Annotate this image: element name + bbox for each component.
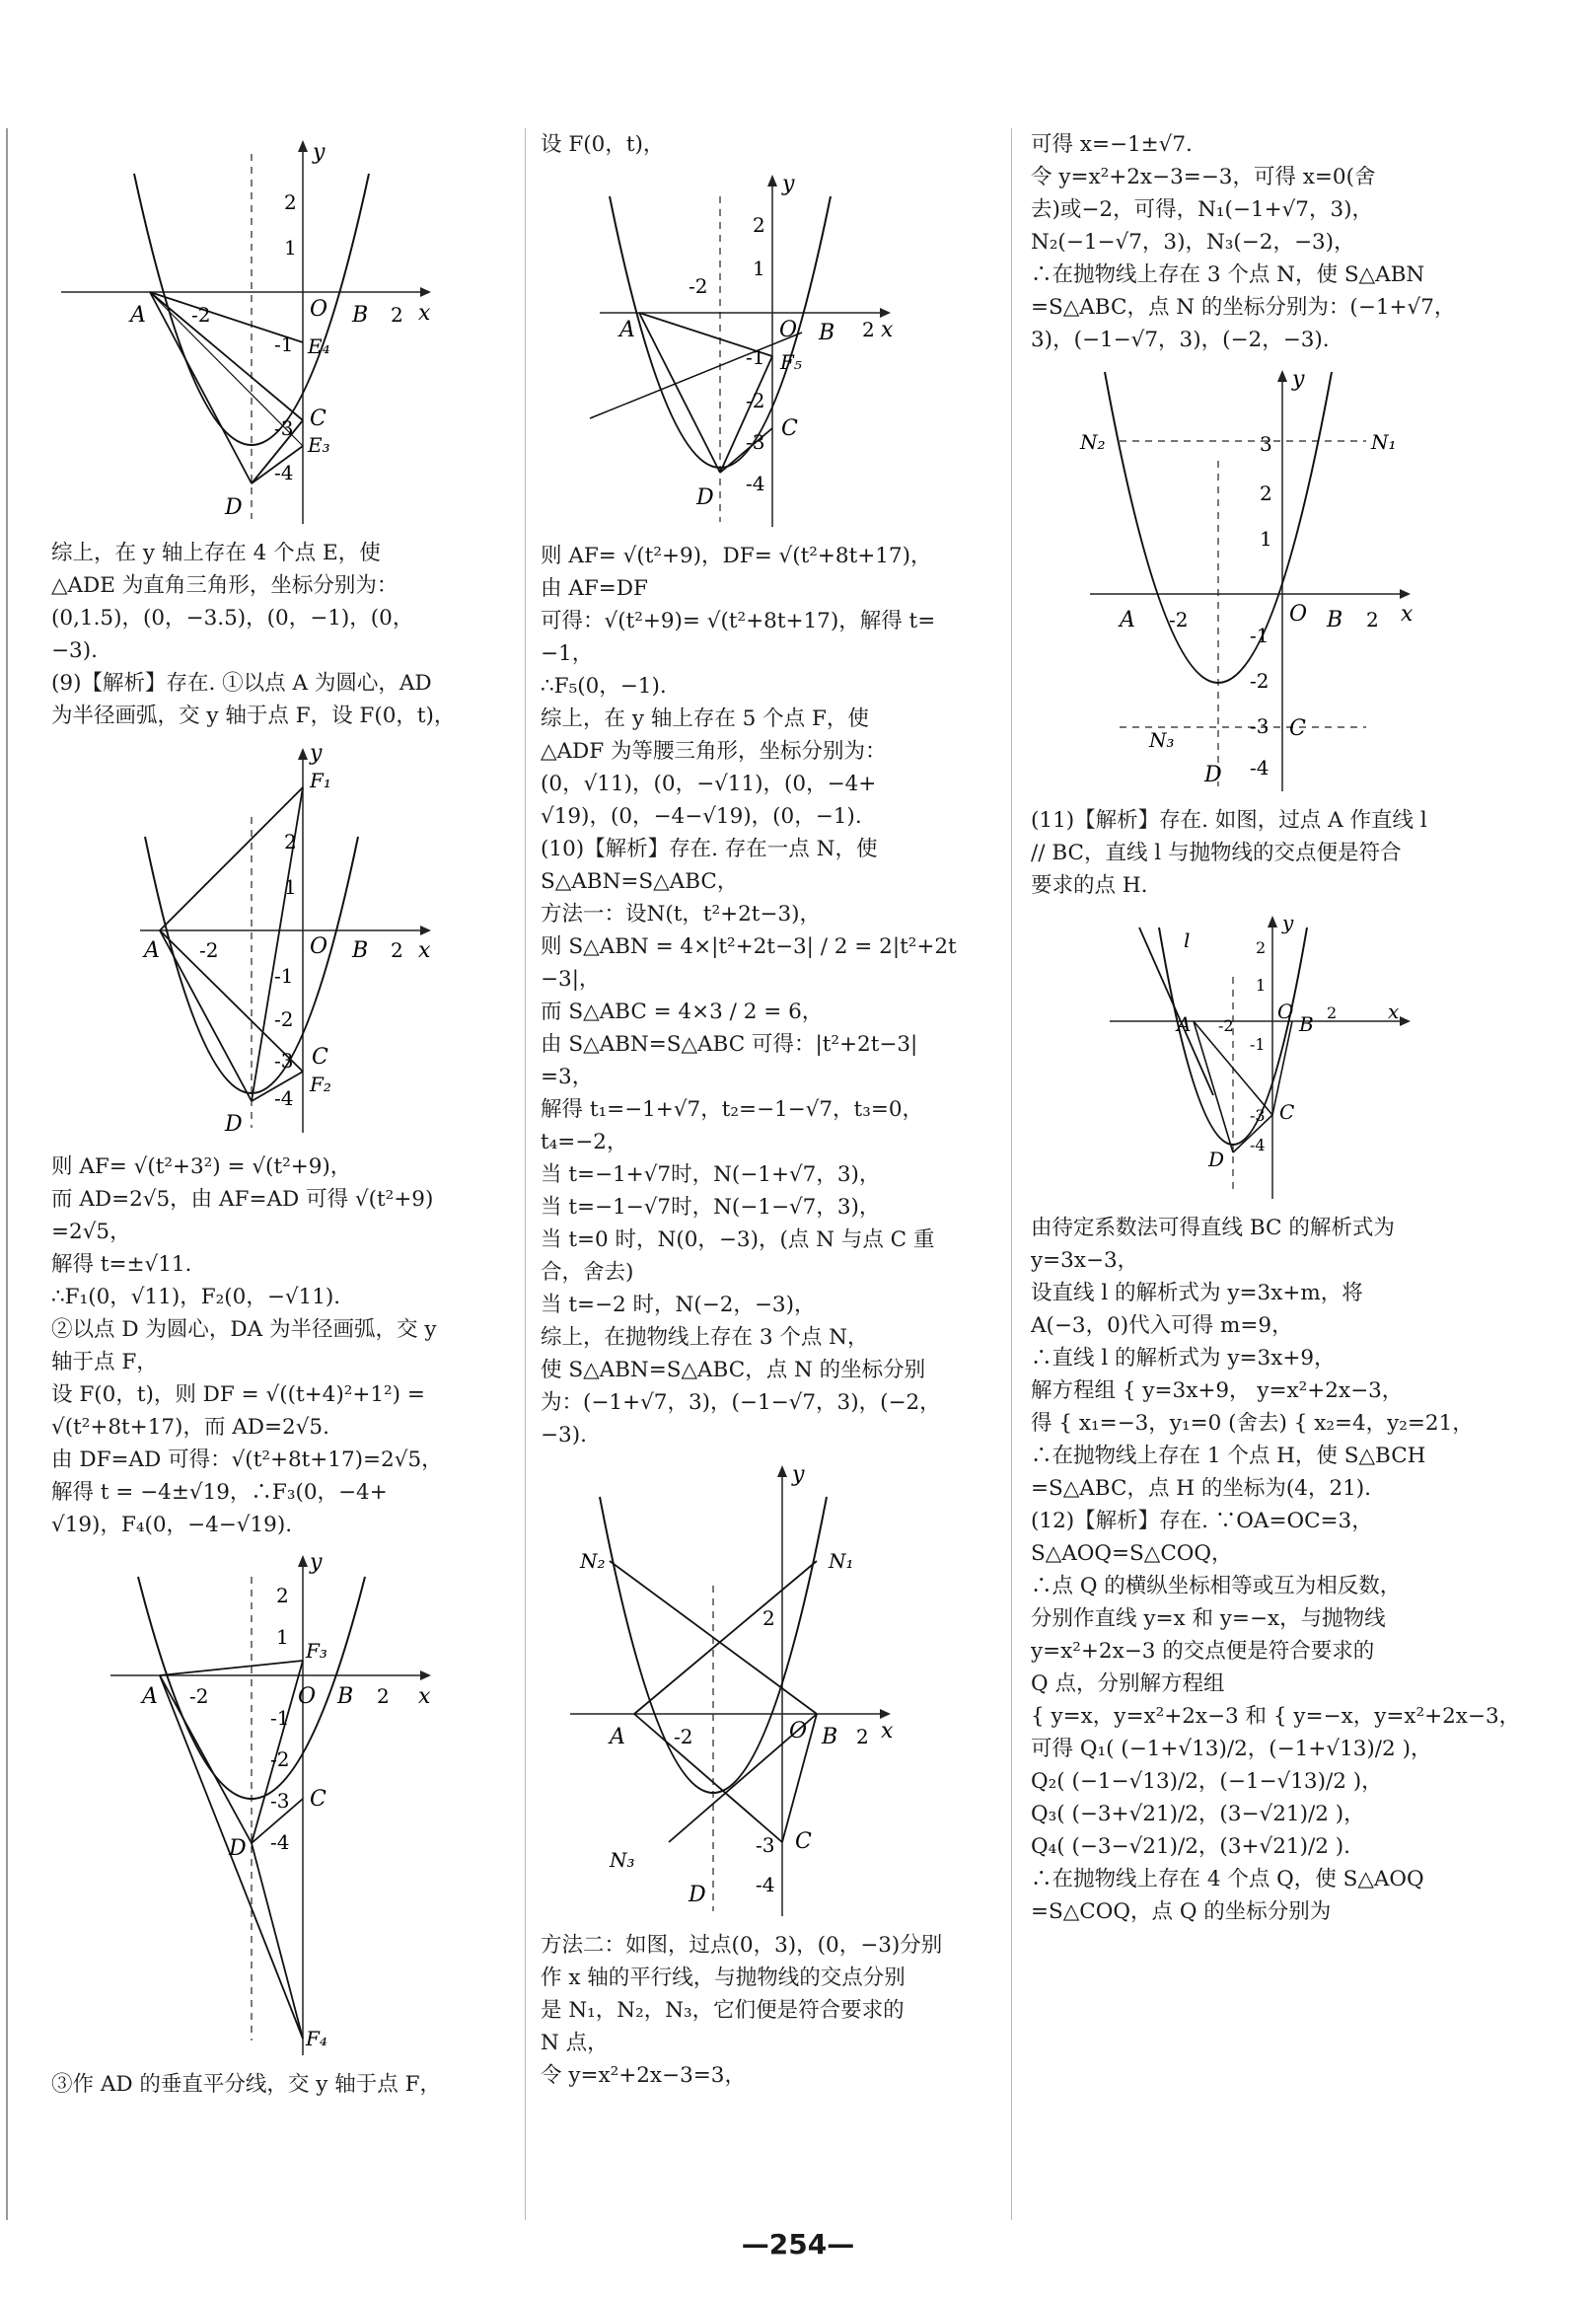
point-a-label: A: [619, 318, 635, 342]
text-line: Q₂( (−1−√13)/2，(−1−√13)/2 )，: [1031, 1769, 1383, 1794]
axis-x-label: x: [1401, 602, 1414, 627]
point-c-label: C: [795, 1829, 812, 1854]
tick-yneg1: -1: [1250, 1035, 1266, 1054]
tick-y2: 2: [1256, 938, 1267, 957]
point-a-label: A: [1177, 1012, 1192, 1036]
text-line: 当 t=−1+√7时，N(−1+√7，3)，: [541, 1162, 881, 1187]
tick-yneg4: -4: [756, 1873, 775, 1896]
tick-neg2: -2: [189, 1684, 209, 1708]
text-line: Q₃( (−3+√21)/2，(3−√21)/2 )，: [1031, 1802, 1365, 1826]
text-line: ∴在抛物线上存在 4 个点 Q，使 S△AOQ: [1031, 1867, 1424, 1892]
point-a-label: A: [144, 938, 160, 963]
point-b-label: B: [1299, 1012, 1314, 1036]
point-c-label: C: [310, 1787, 326, 1812]
text-line: (9)【解析】存在. ①以点 A 为圆心，AD: [51, 671, 432, 696]
figure-parallel-line-l: [1031, 908, 1554, 1204]
text-line: 则 AF= √(t²+9)，DF= √(t²+8t+17)，: [541, 544, 932, 568]
text-line: 令 y=x²+2x−3=−3，可得 x=0(舍: [1031, 165, 1376, 189]
tick-yneg2: -2: [746, 389, 765, 412]
tick-yneg4: -4: [274, 1086, 294, 1110]
text-line: ∴点 Q 的横纵坐标相等或互为相反数，: [1031, 1574, 1402, 1598]
text-line: =S△COQ，点 Q 的坐标分别为: [1031, 1899, 1332, 1924]
text-line: 设 F(0，t)，则 DF = √((t+4)²+1²) =: [51, 1382, 425, 1407]
tick-yneg3: -3: [274, 416, 294, 440]
text-line: t₄=−2，: [541, 1130, 628, 1154]
text-line: 令 y=x²+2x−3=3，: [541, 2063, 746, 2088]
origin-label: O: [310, 297, 328, 322]
text-line: −3).: [51, 638, 98, 663]
text-line: 解方程组 { y=3x+9， y=x²+2x−3，: [1031, 1378, 1404, 1403]
text-line: ∴F₅(0，−1).: [541, 674, 667, 699]
tick-yneg1: -1: [746, 345, 765, 369]
text-line: ②以点 D 为圆心，DA 为半径画弧，交 y: [51, 1317, 437, 1342]
tick-yneg1: -1: [274, 333, 294, 356]
origin-label: O: [1277, 1000, 1294, 1023]
text-line: ∴在抛物线上存在 3 个点 N，使 S△ABN: [1031, 262, 1425, 287]
tick-yneg2: -2: [274, 1007, 294, 1031]
tick-y2: 2: [284, 830, 297, 853]
text-line: 去)或−2，可得，N₁(−1+√7，3)，: [1031, 197, 1374, 222]
tick-neg2: -2: [1169, 608, 1189, 631]
tick-2: 2: [856, 1725, 869, 1748]
text-line: √(t²+8t+17)，而 AD=2√5.: [51, 1415, 329, 1440]
point-n1-label: N₁: [829, 1549, 854, 1573]
text-line: 要求的点 H.: [1031, 873, 1148, 898]
text-line: 分别作直线 y=x 和 y=−x，与抛物线: [1031, 1606, 1386, 1631]
column-1: [51, 128, 525, 2101]
axis-y-label: y: [310, 741, 323, 766]
text-line: 合，舍去): [541, 1260, 634, 1285]
origin-label: O: [779, 318, 798, 342]
tick-2: 2: [862, 318, 875, 341]
text-line: y=3x−3，: [1031, 1248, 1139, 1273]
tick-yneg3: -3: [270, 1789, 290, 1813]
tick-y2: 2: [753, 213, 765, 237]
text-line: ③作 AD 的垂直平分线，交 y 轴于点 F，: [51, 2072, 442, 2097]
text-line: √19)，F₄(0，−4−√19).: [51, 1513, 293, 1537]
text-line: =2√5，: [51, 1220, 131, 1244]
point-a-label: A: [130, 303, 146, 328]
point-f3-label: F₃: [306, 1639, 327, 1663]
text-line: 综上，在 y 轴上存在 4 个点 E，使: [51, 541, 381, 565]
point-d-label: D: [225, 1112, 243, 1137]
origin-label: O: [789, 1719, 808, 1744]
text-line: 当 t=−1−√7时，N(−1−√7，3)，: [541, 1195, 881, 1220]
point-c-label: C: [1289, 716, 1306, 741]
point-d-label: D: [1204, 763, 1222, 787]
text-line: 而 S△ABC = 4×3 / 2 = 6，: [541, 1000, 824, 1024]
point-d-label: D: [1208, 1148, 1225, 1171]
text-line: N 点，: [541, 2031, 609, 2055]
tick-y1: 1: [284, 236, 297, 260]
text-line: A(−3，0)代入可得 m=9，: [1031, 1313, 1293, 1338]
point-f1-label: F₁: [310, 769, 331, 792]
point-b-label: B: [1327, 608, 1343, 632]
axis-y-label: y: [1292, 367, 1305, 392]
tick-yneg4: -4: [746, 472, 765, 495]
text-line: (12)【解析】存在. ∵OA=OC=3，: [1031, 1509, 1373, 1533]
axis-y-label: y: [1282, 911, 1294, 934]
point-a-label: A: [1120, 608, 1135, 632]
text-line: 综上，在抛物线上存在 3 个点 N，: [541, 1325, 869, 1350]
axis-x-label: x: [418, 1684, 431, 1709]
figure-equal-area-n: [541, 1457, 970, 1921]
axis-x-label: x: [418, 938, 431, 963]
text-line: 轴于点 F，: [51, 1350, 158, 1374]
point-n3-label: N₃: [610, 1848, 635, 1872]
text-line: 作 x 轴的平行线，与抛物线的交点分别: [541, 1966, 906, 1990]
axis-x-label: x: [881, 1719, 894, 1744]
tick-yneg3: -3: [756, 1833, 775, 1857]
point-f5-label: F₅: [780, 350, 802, 374]
page-left-edge: [6, 128, 8, 2220]
text-line: S△ABN=S△ABC，: [541, 869, 739, 894]
tick-y3: 3: [1260, 432, 1272, 456]
point-d-label: D: [689, 1883, 706, 1907]
column-2: [541, 128, 970, 2092]
text-line: 为半径画弧，交 y 轴于点 F，设 F(0，t)，: [51, 704, 456, 728]
point-b-label: B: [352, 303, 369, 328]
axis-y-label: y: [782, 172, 795, 196]
text-line: 而 AD=2√5，由 AF=AD 可得 √(t²+9): [51, 1187, 434, 1212]
text-line: △ADE 为直角三角形，坐标分别为：: [51, 573, 399, 598]
text-line: =3，: [541, 1065, 594, 1089]
figure-parallel-lines-n: [1031, 362, 1554, 796]
tick-2: 2: [1366, 608, 1379, 631]
point-d-label: D: [229, 1836, 247, 1861]
point-e4-label: E₄: [308, 334, 330, 358]
text-line: =S△ABC，点 N 的坐标分别为：(−1+√7，: [1031, 295, 1456, 320]
text-line: 设 F(0，t)，: [541, 132, 665, 157]
tick-yneg4: -4: [1250, 1136, 1266, 1154]
text-line: 3)，(−1−√7，3)，(−2，−3).: [1031, 328, 1330, 352]
point-b-label: B: [352, 938, 369, 963]
text-line: 方法二：如图，过点(0，3)，(0，−3)分别: [541, 1933, 943, 1958]
tick-neg2: -2: [689, 274, 708, 298]
page-number: —254—: [741, 2228, 855, 2261]
text-line: ∴直线 l 的解析式为 y=3x+9，: [1031, 1346, 1336, 1371]
tick-neg2: -2: [199, 938, 219, 962]
tick-yneg1: -1: [274, 964, 294, 988]
tick-yneg3: -3: [746, 430, 765, 454]
text-line: 由 S△ABN=S△ABC 可得：|t²+2t−3|: [541, 1032, 918, 1057]
text-line: 当 t=−2 时，N(−2，−3)，: [541, 1293, 816, 1317]
text-line: 解得 t = −4±√19，∴F₃(0，−4+: [51, 1480, 388, 1505]
point-e3-label: E₃: [308, 433, 330, 457]
text-line: 由 AF=DF: [541, 576, 648, 601]
figure-isosceles-f1-f2: [51, 738, 525, 1143]
text-line: { y=x，y=x²+2x−3 和 { y=−x，y=x²+2x−3，: [1031, 1704, 1521, 1729]
tick-y2: 2: [276, 1584, 289, 1607]
text-line: 解得 t=±√11.: [51, 1252, 192, 1277]
tick-y1: 1: [1256, 976, 1267, 995]
axis-y-label: y: [792, 1462, 805, 1487]
origin-label: O: [1289, 602, 1308, 627]
point-n2-label: N₂: [580, 1549, 606, 1573]
tick-yneg4: -4: [274, 461, 294, 484]
origin-label: O: [310, 934, 328, 959]
text-line: 则 AF= √(t²+3²) = √(t²+9)，: [51, 1154, 352, 1179]
point-a-label: A: [142, 1684, 158, 1709]
text-line: (0，√11)，(0，−√11)，(0，−4+: [541, 772, 877, 796]
text-line: 当 t=0 时，N(0，−3)，(点 N 与点 C 重: [541, 1227, 935, 1252]
point-f4-label: F₄: [306, 2027, 327, 2050]
column-divider-1: [525, 128, 526, 2220]
text-line: 由待定系数法可得直线 BC 的解析式为: [1031, 1216, 1395, 1240]
text-line: y=x²+2x−3 的交点便是符合要求的: [1031, 1639, 1375, 1664]
figure-right-triangle-e: [51, 134, 525, 529]
axis-x-label: x: [881, 318, 894, 342]
text-line: 设直线 l 的解析式为 y=3x+m，将: [1031, 1281, 1363, 1305]
text-line: −3|，: [541, 967, 601, 992]
text-line: N₂(−1−√7，3)，N₃(−2，−3)，: [1031, 230, 1355, 255]
tick-2: 2: [391, 303, 403, 327]
text-line: S△AOQ=S△COQ，: [1031, 1541, 1233, 1566]
text-line: 可得 Q₁( (−1+√13)/2，(−1+√13)/2 )，: [1031, 1737, 1432, 1761]
point-c-label: C: [310, 407, 326, 431]
figure-isosceles-f5: [541, 167, 970, 532]
point-c-label: C: [312, 1045, 328, 1070]
point-n1-label: N₁: [1371, 430, 1397, 454]
text-line: 是 N₁，N₂，N₃，它们便是符合要求的: [541, 1998, 905, 2023]
text-line: =S△ABC，点 H 的坐标为(4，21).: [1031, 1476, 1372, 1501]
text-line: 由 DF=AD 可得：√(t²+8t+17)=2√5，: [51, 1447, 443, 1472]
text-line: −1，: [541, 641, 594, 666]
text-line: 使 S△ABN=S△ABC，点 N 的坐标分别: [541, 1358, 926, 1382]
point-c-label: C: [1279, 1100, 1295, 1124]
tick-yneg4: -4: [1250, 756, 1270, 779]
tick-2: 2: [1327, 1003, 1338, 1022]
text-line: (10)【解析】存在. 存在一点 N，使: [541, 837, 878, 861]
line-l-label: l: [1184, 928, 1191, 952]
text-line: 可得 x=−1±√7.: [1031, 132, 1193, 157]
tick-yneg3: -3: [274, 1049, 294, 1073]
tick-yneg3: -3: [1250, 1106, 1266, 1125]
text-line: −3).: [541, 1423, 587, 1447]
text-line: Q 点，分别解方程组: [1031, 1671, 1225, 1696]
tick-yneg4: -4: [270, 1830, 290, 1854]
tick-yneg2: -2: [270, 1747, 290, 1771]
axis-y-label: y: [310, 1550, 323, 1575]
tick-y2: 2: [284, 190, 297, 214]
text-line: 则 S△ABN = 4×|t²+2t−3| / 2 = 2|t²+2t: [541, 934, 957, 959]
text-line: √19)，(0，−4−√19)，(0，−1).: [541, 804, 862, 829]
text-line: 可得：√(t²+9)= √(t²+8t+17)，解得 t=: [541, 609, 936, 633]
column-3: [1031, 128, 1554, 1928]
tick-y1: 1: [1260, 527, 1272, 551]
point-b-label: B: [819, 321, 835, 345]
point-a-label: A: [610, 1725, 625, 1749]
text-line: 为：(−1+√7，3)，(−1−√7，3)，(−2，: [541, 1390, 941, 1415]
tick-yneg2: -2: [1250, 669, 1270, 693]
tick-yneg3: -3: [1250, 714, 1270, 738]
text-line: 方法一：设N(t，t²+2t−3)，: [541, 902, 822, 927]
tick-neg2: -2: [674, 1725, 693, 1748]
text-line: △ADF 为等腰三角形，坐标分别为：: [541, 739, 887, 764]
tick-yneg1: -1: [1250, 624, 1270, 647]
text-line: Q₄( (−3−√21)/2，(3+√21)/2 ).: [1031, 1834, 1350, 1859]
text-line: 解得 t₁=−1+√7，t₂=−1−√7，t₃=0，: [541, 1097, 924, 1122]
tick-y2: 2: [1260, 482, 1272, 505]
text-line: ∴F₁(0，√11)，F₂(0，−√11).: [51, 1285, 341, 1309]
axis-x-label: x: [418, 301, 431, 326]
text-line: ∴在抛物线上存在 1 个点 H，使 S△BCH: [1031, 1444, 1426, 1468]
point-d-label: D: [225, 495, 243, 520]
tick-2: 2: [391, 938, 403, 962]
tick-y2: 2: [762, 1606, 775, 1630]
origin-label: O: [298, 1684, 317, 1709]
text-line: 得 { x₁=−3，y₁=0 (舍去) { x₂=4，y₂=21，: [1031, 1411, 1474, 1436]
tick-y1: 1: [753, 257, 765, 280]
point-d-label: D: [696, 485, 714, 510]
tick-2: 2: [377, 1684, 390, 1708]
axis-y-label: y: [313, 140, 326, 165]
tick-yneg1: -1: [270, 1706, 290, 1730]
tick-y1: 1: [276, 1625, 289, 1649]
point-c-label: C: [781, 416, 798, 441]
point-f2-label: F₂: [310, 1073, 331, 1096]
column-divider-2: [1011, 128, 1012, 2220]
tick-neg2: -2: [191, 303, 211, 327]
point-n2-label: N₂: [1080, 430, 1106, 454]
text-line: // BC，直线 l 与抛物线的交点便是符合: [1031, 841, 1402, 865]
point-n3-label: N₃: [1149, 728, 1175, 752]
tick-y1: 1: [284, 875, 297, 899]
text-line: 综上，在 y 轴上存在 5 个点 F，使: [541, 706, 869, 731]
point-b-label: B: [337, 1684, 354, 1709]
text-line: (0,1.5)，(0，−3.5)，(0，−1)，(0，: [51, 606, 414, 631]
point-b-label: B: [822, 1725, 838, 1749]
tick-neg2: -2: [1218, 1016, 1234, 1035]
text-line: (11)【解析】存在. 如图，过点 A 作直线 l: [1031, 808, 1427, 833]
figure-isosceles-f3-f4: [51, 1547, 525, 2060]
axis-x-label: x: [1388, 1000, 1400, 1023]
